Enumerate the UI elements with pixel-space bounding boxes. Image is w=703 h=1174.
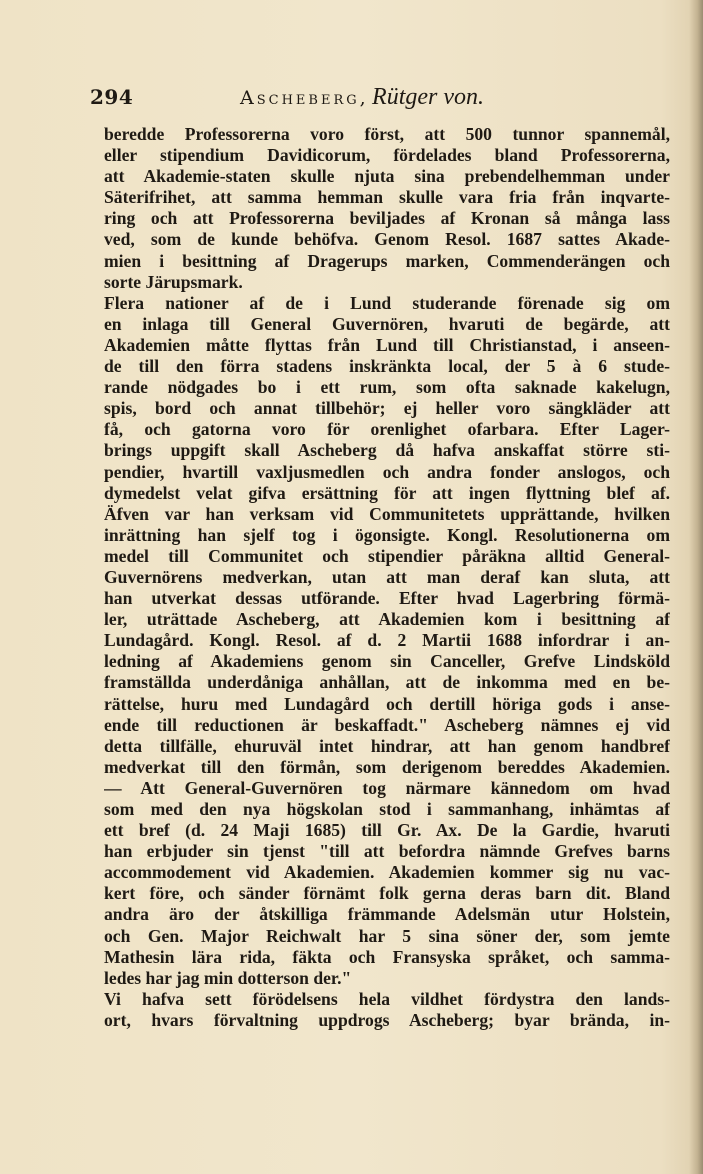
text-line: — Att General-Guvernören tog närmare kännedom om hvad [104,777,670,798]
text-line: detta tillfälle, ehuruväl intet hindrar, att han genom handbref [104,735,670,756]
text-line: Lundagård. Kongl. Resol. af d. 2 Martii 1688 infordrar i an- [104,630,670,651]
text-line: andra äro der åtskilliga främmande Adelsmän utur Holstein, [104,904,670,925]
text-line: ring och att Professorerna beviljades af Kronan så många lass [104,208,670,229]
text-line: Vi hafva sett förödelsens hela vildhet fördystra den lands- [104,988,670,1009]
text-line: medel till Communitet och stipendier påräkna alltid General- [104,545,670,566]
running-head-surname: Ascheberg [240,87,360,109]
text-line: Säterifrihet, att samma hemman skulle vara fria från inqvarte- [104,187,670,208]
text-line: framställda underdåniga anhållan, att de inkomma med en be- [104,672,670,693]
text-line: han utverkat dessas utförande. Efter hvad Lagerbring förmä- [104,588,670,609]
text-line: Äfven var han verksam vid Communitetets upprättande, hvilken [104,503,670,524]
text-line: ved, som de kunde behöfva. Genom Resol. 1687 sattes Akade- [104,229,670,250]
text-line: Akademien måtte flyttas från Lund till Christianstad, i anseen- [104,334,670,355]
text-line: ledning af Akademiens genom sin Canceller, Grefve Lindsköld [104,651,670,672]
page-header [90,82,630,112]
running-head [240,82,484,113]
text-line: Flera nationer af de i Lund studerande förenade sig om [104,292,670,313]
text-line: eller stipendium Davidicorum, fördelades bland Professorerna, [104,145,670,166]
text-line: han erbjuder sin tjenst "till att befordra nämnde Grefves barns [104,841,670,862]
text-line: sorte Järupsmark. [104,271,243,292]
text-line: de till den förra stadens inskränkta local, der 5 à 6 stude- [104,356,670,377]
text-line: dymedelst velat gifva ersättning för att ingen flyttning blef af. [104,482,670,503]
page-edge-shadow [689,0,703,1174]
page-number: 294 [90,85,134,109]
text-line: bereddе Professorerna voro först, att 500 tunnor spannemål, [104,124,670,144]
text-line: och Gen. Major Reichwalt har 5 sina söner der, som jemte [104,925,670,946]
text-line: pendier, hvartill vaxljusmedlen och andra fonder anslogos, och [104,461,670,482]
running-head-separator: , [359,87,366,109]
text-line: spis, bord och annat tillbehör; ej heller voro sängkläder att [104,398,670,419]
text-line: som med den nya högskolan stod i sammanhang, inhämtas af [104,799,670,819]
text-line: medverkat till den förmån, som derigenom bereddes Akademien. [104,756,670,777]
body-text [104,124,670,1031]
text-line: brings uppgift skall Ascheberg då hafva anskaffat större sti- [104,440,670,461]
text-line: Mathesin lära rida, fäkta och Fransyska språket, och samma- [104,946,670,967]
text-line: ledes har jag min dotterson der." [104,967,352,988]
text-line: ler, uträttade Ascheberg, att Akademien kom i besittning af [104,609,670,630]
text-line: att Akademie-staten skulle njuta sina prebendelhemman under [104,166,670,187]
text-line: ort, hvars förvaltning uppdrogs Ascheberg; byar brända, in- [104,1009,670,1030]
text-line: Guvernörens medverkan, utan att man deraf kan sluta, att [104,566,670,587]
text-line: accommodement vid Akademien. Akademien kommer sig nu vac- [104,862,670,883]
text-line: rande nödgades bo i ett rum, som ofta saknade kakelugn, [104,377,670,398]
text-line: inrättning han sjelf tog i ögonsigte. Kongl. Resolutionerna om [104,524,670,545]
text-line: kert före, och sänder förnämt folk gerna deras barn dit. Bland [104,883,670,904]
text-line: rättelse, huru med Lundagård och dertill höriga gods i anse- [104,693,670,714]
text-line: få, och gatorna voro för orenlighet ofarbara. Efter Lager- [104,419,670,440]
text-line: ett bref (d. 24 Maji 1685) till Gr. Ax. De la Gardie, hvaruti [104,820,670,841]
text-line: en inlaga till General Guvernören, hvaruti de begärde, att [104,313,670,334]
running-head-given-name: Rütger von. [372,84,485,110]
text-line: mien i besittning af Dragerups marken, Commenderängen och [104,250,670,271]
text-line: ende till reductionen är beskaffadt." Ascheberg nämnes ej vid [104,714,670,735]
